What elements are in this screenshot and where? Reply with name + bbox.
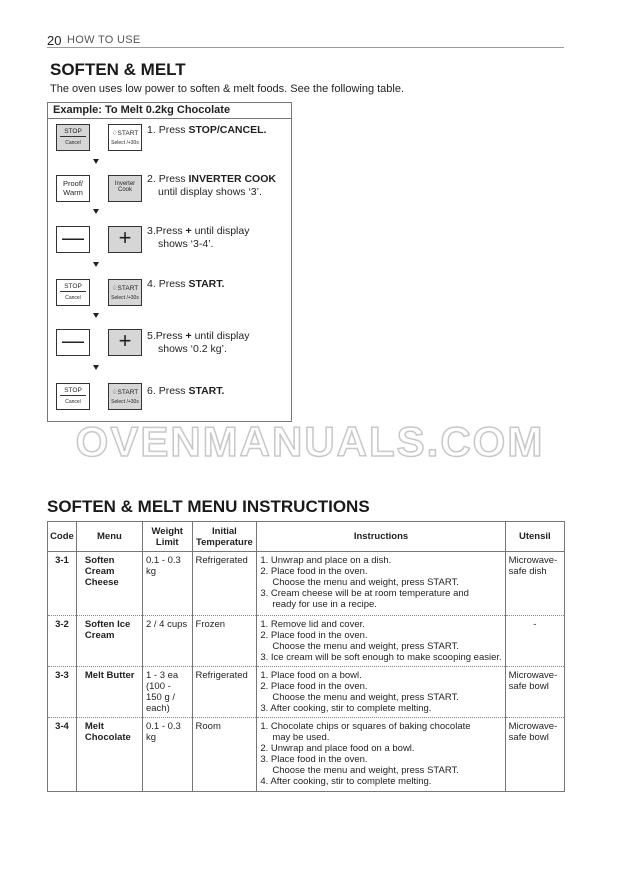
row-temperature: Room	[192, 718, 257, 792]
key-sublabel: Cancel	[65, 295, 81, 301]
example-step-6	[147, 385, 224, 398]
step-bold-text: INVERTER COOK	[188, 173, 276, 185]
row-weight: 2 / 4 cups	[142, 616, 192, 667]
plus-key: +	[108, 226, 142, 253]
menu-instructions-table	[47, 521, 565, 792]
page-number: 20	[47, 33, 62, 48]
instruction-line: Choose the menu and weight, press START.	[272, 577, 459, 588]
key-sublabel: Select /+30s	[111, 399, 139, 405]
step-text: Press	[158, 124, 189, 136]
stop-cancel-key	[56, 124, 90, 151]
row-instructions	[257, 616, 505, 667]
instruction-line: Choose the menu and weight, press START.	[272, 641, 459, 652]
key-label: ♢START	[111, 285, 139, 292]
row-menu: Soften Ice Cream	[76, 616, 142, 667]
instruction-line: 3. After cooking, stir to complete melting.	[260, 703, 432, 714]
step-text: Press	[155, 330, 186, 342]
row-utensil: -	[505, 616, 564, 667]
step-continuation: shows ‘3-4’.	[158, 238, 214, 250]
start-key	[108, 279, 142, 306]
row-weight: 0.1 - 0.3 kg	[142, 718, 192, 792]
row-instructions	[257, 667, 505, 718]
key-sublabel: Cancel	[65, 399, 81, 405]
row-utensil: Microwave-safe bowl	[505, 667, 564, 718]
table-row	[48, 667, 565, 718]
header-utensil: Utensil	[505, 522, 564, 552]
step-text: Press	[155, 225, 186, 237]
row-code: 3-4	[48, 718, 77, 792]
header-code: Code	[48, 522, 77, 552]
example-step-4	[147, 278, 224, 291]
instruction-line: 2. Place food in the oven.	[260, 681, 368, 692]
down-arrow-icon	[93, 262, 99, 267]
instruction-line: 1. Remove lid and cover.	[260, 619, 365, 630]
row-code: 3-2	[48, 616, 77, 667]
example-step-1	[147, 124, 266, 137]
start-key	[108, 124, 142, 151]
row-utensil: Microwave-safe bowl	[505, 718, 564, 792]
key-label: STOP	[60, 128, 86, 137]
step-continuation: until display shows ‘3’.	[158, 186, 262, 198]
stop-cancel-key	[56, 383, 90, 410]
step-number: 2.	[147, 173, 156, 185]
key-label: STOP	[60, 387, 86, 396]
row-weight: 0.1 - 0.3 kg	[142, 552, 192, 616]
instruction-line: Choose the menu and weight, press START.	[272, 692, 459, 703]
example-title: Example: To Melt 0.2kg Chocolate	[48, 103, 291, 119]
key-label: Inverter	[114, 181, 136, 187]
step-text: Press	[158, 173, 189, 185]
instruction-line: 4. After cooking, stir to complete melting.	[260, 776, 432, 787]
example-step-2	[147, 173, 276, 199]
step-bold-text: STOP/CANCEL.	[188, 124, 267, 136]
down-arrow-icon	[93, 365, 99, 370]
row-instructions	[257, 718, 505, 792]
row-menu: Melt Butter	[76, 667, 142, 718]
watermark: OVENMANUALS.COM	[75, 418, 545, 465]
step-continuation: shows ‘0.2 kg’.	[158, 343, 227, 355]
instruction-line: 3. Cream cheese will be at room temperature and	[260, 588, 469, 599]
down-arrow-icon	[93, 209, 99, 214]
instruction-line: 1. Chocolate chips or squares of baking chocolate	[260, 721, 471, 732]
step-number: 6.	[147, 385, 156, 397]
down-arrow-icon	[93, 313, 99, 318]
minus-key: —	[56, 329, 90, 356]
instruction-line: 2. Place food in the oven.	[260, 566, 368, 577]
row-utensil: Microwave-safe dish	[505, 552, 564, 616]
key-label: ♢START	[111, 389, 139, 396]
key-label: Proof/	[62, 179, 83, 188]
key-sublabel: Select /+30s	[111, 295, 139, 301]
instruction-line: may be used.	[272, 732, 330, 743]
page-header	[47, 33, 564, 48]
row-temperature: Frozen	[192, 616, 257, 667]
instruction-line: 2. Unwrap and place food on a bowl.	[260, 743, 415, 754]
key-label: ♢START	[111, 130, 139, 137]
row-menu: Melt Chocolate	[76, 718, 142, 792]
instruction-line: 1. Unwrap and place on a dish.	[260, 555, 392, 566]
section-name: HOW TO USE	[67, 34, 141, 46]
key-sublabel: Cook	[117, 187, 132, 193]
proof-warm-key	[56, 175, 90, 202]
instruction-line: Choose the menu and weight, press START.	[272, 765, 459, 776]
start-key	[108, 383, 142, 410]
instruction-line: 3. Place food in the oven.	[260, 754, 368, 765]
row-code: 3-3	[48, 667, 77, 718]
minus-key: —	[56, 226, 90, 253]
step-bold-text: +	[185, 330, 192, 342]
example-step-3	[147, 225, 249, 251]
intro-text: The oven uses low power to soften & melt foods. See the following table.	[50, 83, 405, 95]
down-arrow-icon	[93, 159, 99, 164]
step-bold-text: START.	[188, 278, 225, 290]
row-instructions	[257, 552, 505, 616]
table-row	[48, 552, 565, 616]
step-text: Press	[158, 385, 189, 397]
header-weight: Weight Limit	[142, 522, 192, 552]
stop-cancel-key	[56, 279, 90, 306]
inverter-cook-key	[108, 175, 142, 202]
step-number: 3.	[147, 225, 156, 237]
key-label: STOP	[60, 283, 86, 292]
step-text: Press	[158, 278, 189, 290]
header-temperature: Initial Temperature	[192, 522, 257, 552]
step-number: 1.	[147, 124, 156, 136]
instruction-line: ready for use in a recipe.	[272, 599, 377, 610]
header-instructions: Instructions	[257, 522, 505, 552]
table-header-row	[48, 522, 565, 552]
instruction-line: 1. Place food on a bowl.	[260, 670, 362, 681]
step-number: 4.	[147, 278, 156, 290]
header-menu: Menu	[76, 522, 142, 552]
instruction-line: 3. Ice cream will be soft enough to make scooping easier.	[260, 652, 502, 663]
row-menu: Soften Cream Cheese	[76, 552, 142, 616]
example-box	[47, 102, 292, 422]
table-row	[48, 616, 565, 667]
plus-key: +	[108, 329, 142, 356]
row-temperature: Refrigerated	[192, 552, 257, 616]
key-sublabel: Select /+30s	[111, 140, 139, 146]
example-step-5	[147, 330, 249, 356]
step-number: 5.	[147, 330, 156, 342]
table-title: SOFTEN & MELT MENU INSTRUCTIONS	[47, 497, 370, 516]
row-code: 3-1	[48, 552, 77, 616]
page-title: SOFTEN & MELT	[50, 60, 186, 79]
step-bold-text: START.	[188, 385, 225, 397]
row-weight: 1 - 3 ea (100 - 150 g / each)	[142, 667, 192, 718]
step-text: until display	[191, 225, 250, 237]
instruction-line: 2. Place food in the oven.	[260, 630, 368, 641]
step-bold-text: +	[185, 225, 192, 237]
row-temperature: Refrigerated	[192, 667, 257, 718]
step-text: until display	[191, 330, 250, 342]
table-row	[48, 718, 565, 792]
key-sublabel: Warm	[63, 188, 83, 197]
key-sublabel: Cancel	[65, 140, 81, 146]
